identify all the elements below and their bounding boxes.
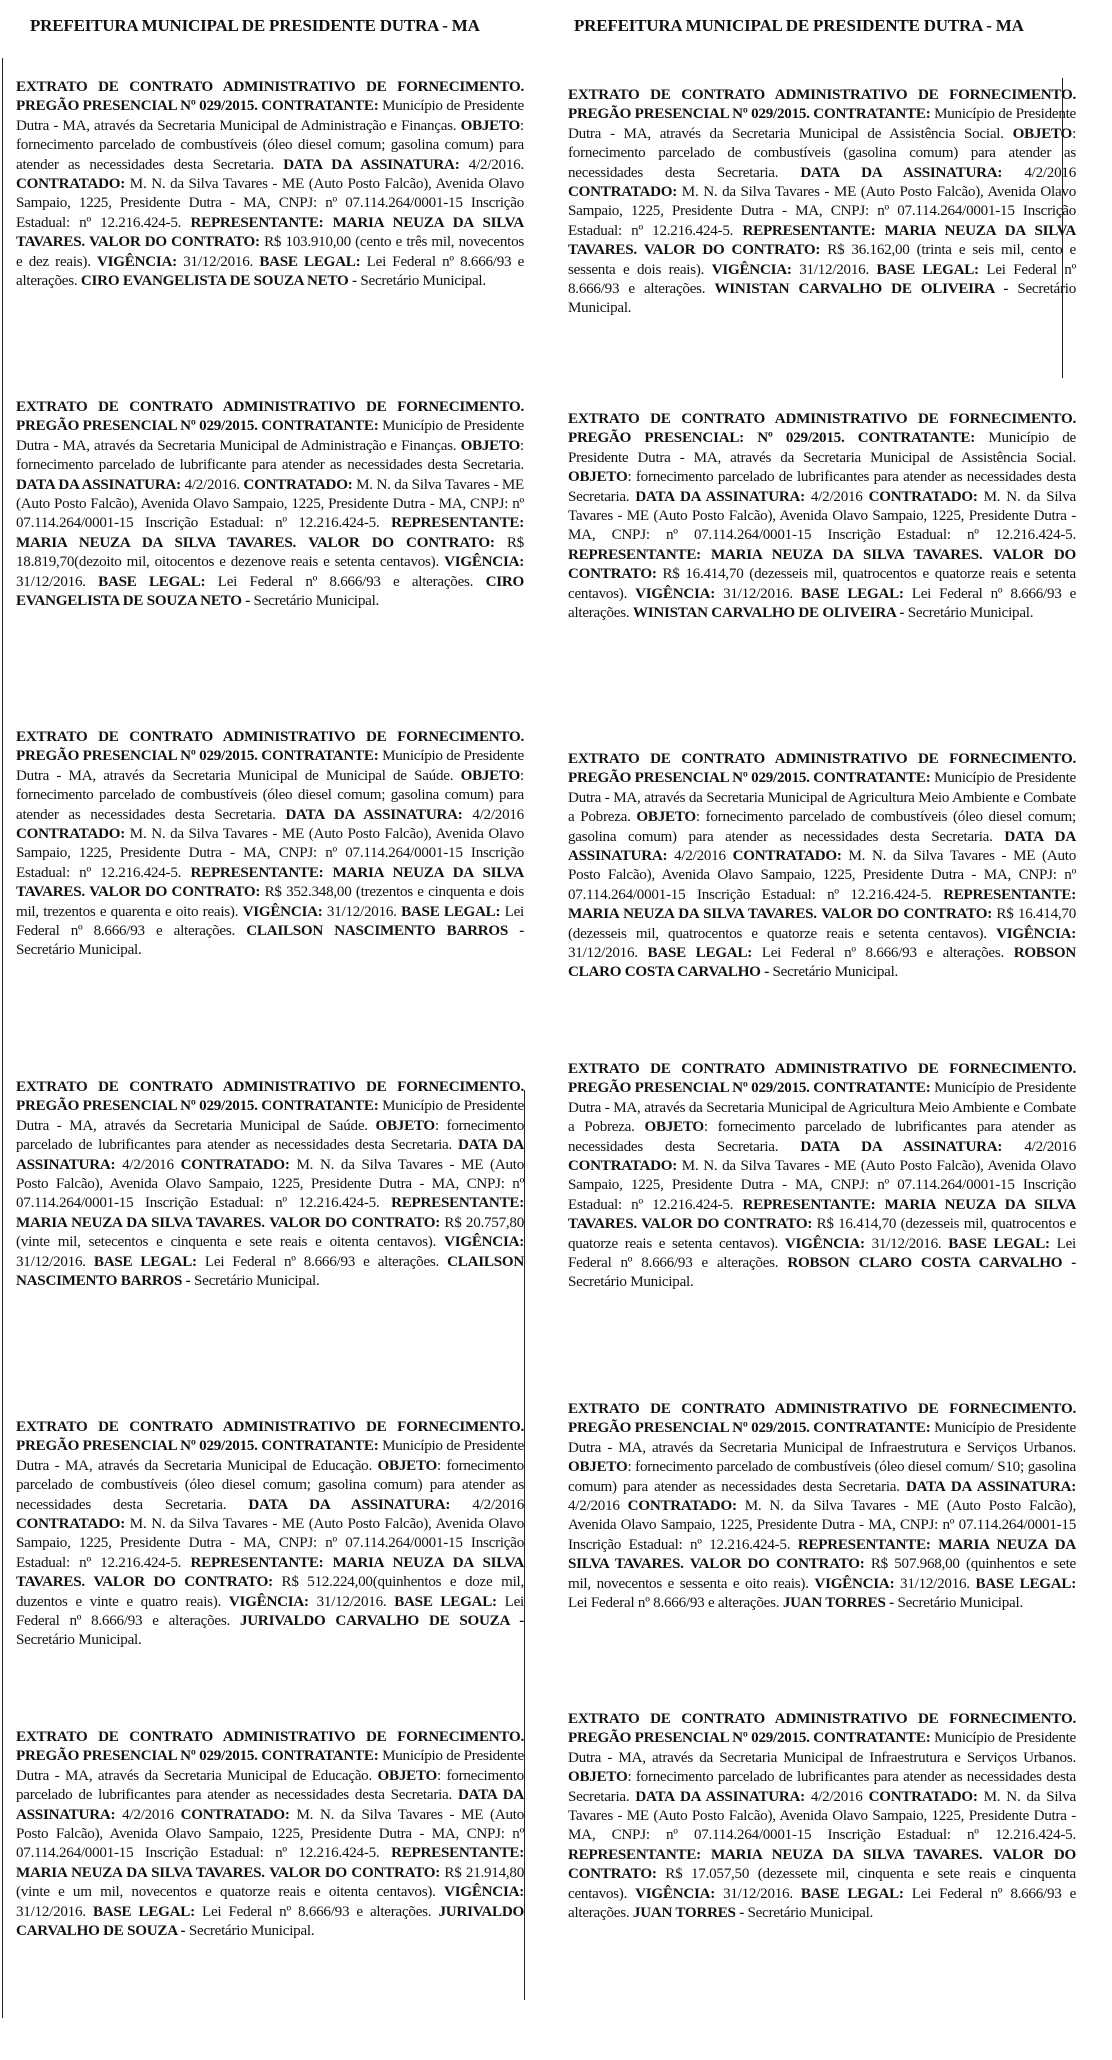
contratado-label: CONTRATADO: <box>16 826 126 843</box>
contratado-text: M. N. da Silva Tavares - ME (Auto Posto Falcão), Avenida Olavo Sampaio, 1225, Presidente Dutra - MA, CNPJ: nº 07.114.264/0001-15 Inscrição Estadual: nº 12.216.424-5. <box>16 1516 524 1571</box>
secretario-role: Secretário Municipal. <box>16 942 142 959</box>
data-label: DATA DA ASSINATURA: <box>248 1496 451 1513</box>
vigencia-text: 31/12/2016. <box>723 1885 793 1902</box>
contratado-label: CONTRATADO: <box>627 1498 737 1515</box>
vigencia-text: 31/12/2016. <box>16 573 86 590</box>
secretario-name: JUAN TORRES - <box>632 1905 744 1922</box>
representante-label: REPRESENTANTE: MARIA NEUZA DA SILVA TAVARES. <box>16 515 524 551</box>
base-legal-text: Lei Federal nº 8.666/93 e alterações. <box>568 1595 780 1612</box>
contratante-text: Município de Presidente Dutra - MA, através da Secretaria Municipal de Administração e Finanças. <box>16 98 525 134</box>
vigencia-label: VIGÊNCIA: <box>444 1234 525 1251</box>
representante-label: REPRESENTANTE: MARIA NEUZA DA SILVA TAVARES. <box>16 864 524 901</box>
vigencia-text: 31/12/2016. <box>316 1593 387 1610</box>
representante-label: REPRESENTANTE: MARIA NEUZA DA SILVA TAVARES. <box>16 1845 524 1881</box>
valor-text: R$ 36.162,00 (trinta e seis mil, cento e sessenta e dois reais). <box>568 242 1076 278</box>
vigencia-text: 31/12/2016. <box>326 903 397 920</box>
objeto-text: : fornecimento parcelado de lubrificantes para atender as necessidades desta Secretaria. <box>568 469 1076 505</box>
contratado-label: CONTRATADO: <box>16 1516 126 1533</box>
secretario-name: CIRO EVANGELISTA DE SOUZA NETO - <box>80 273 357 290</box>
vigencia-text: 31/12/2016. <box>871 1235 942 1252</box>
contratado-text: M. N. da Silva Tavares - ME (Auto Posto Falcão), Avenida Olavo Sampaio, 1225, Presidente Dutra - MA, CNPJ: nº 07.114.264/0001-15 Inscrição Estadual: nº 12.216.424-5. <box>16 476 525 532</box>
contratado-text: M. N. da Silva Tavares - ME (Auto Posto Falcão), Avenida Olavo Sampaio, 1225, Presidente Dutra - MA, CNPJ: nº 07.114.264/0001-15 Inscrição Estadual: nº 12.216.424-5. <box>568 1788 1076 1844</box>
contract-extract <box>568 410 1076 623</box>
contract-extract <box>16 728 524 961</box>
contratante-label: CONTRATANTE: <box>813 106 931 123</box>
contratante-label: CONTRATANTE: <box>261 1748 379 1765</box>
data-text: 4/2/2016. <box>184 476 240 493</box>
data-text: 4/2/2016 <box>810 488 863 505</box>
data-text: 4/2/2016 <box>472 806 524 823</box>
base-legal-text: Lei Federal nº 8.666/93 e alterações. <box>16 253 525 290</box>
contratante-label: CONTRATANTE: <box>857 430 975 447</box>
objeto-text: : fornecimento parcelado de combustíveis (óleo diesel comum; gasolina comum) para atender as necessidades desta Secretaria. <box>16 767 524 823</box>
secretario-role: Secretário Municipal. <box>188 1923 315 1940</box>
contratante-label: CONTRATANTE: <box>261 1438 379 1455</box>
extract-title: EXTRATO DE CONTRATO ADMINISTRATIVO DE FORNECIMENTO. PREGÃO PRESENCIAL Nº 029/2015. <box>16 79 524 115</box>
vigencia-label: VIGÊNCIA: <box>444 1884 524 1901</box>
secretario-role: Secretário Municipal. <box>253 593 380 610</box>
objeto-label: OBJETO <box>377 1457 438 1474</box>
objeto-label: OBJETO <box>568 1459 628 1476</box>
data-text: 4/2/2016 <box>810 1788 863 1805</box>
vigencia-label: VIGÊNCIA: <box>996 925 1076 942</box>
valor-label: VALOR DO CONTRATO: <box>641 1216 813 1233</box>
base-legal-text: Lei Federal nº 8.666/93 e alterações. <box>16 903 524 940</box>
vigencia-text: 31/12/2016. <box>799 261 869 278</box>
contratante-label: CONTRATANTE: <box>261 748 379 765</box>
valor-label: VALOR DO CONTRATO: <box>89 884 261 901</box>
data-text: 4/2/2016 <box>568 1498 620 1515</box>
secretario-role: Secretário Municipal. <box>360 273 486 290</box>
objeto-label: OBJETO <box>636 809 696 826</box>
objeto-label: OBJETO <box>377 1767 438 1784</box>
secretario-name: JURIVALDO CARVALHO DE SOUZA - <box>16 1903 525 1940</box>
contratante-text: Município de Presidente Dutra - MA, através da Secretaria Municipal de Administração e Finanças. <box>16 418 525 454</box>
contratado-text: M. N. da Silva Tavares - ME (Auto Posto Falcão), Avenida Olavo Sampaio, 1225, Presidente Dutra - MA, CNPJ: nº 07.114.264/0001-15 Inscrição Estadual: nº 12.216.424-5. <box>568 1498 1076 1553</box>
objeto-text: : fornecimento parcelado de combustíveis (óleo diesel comum; gasolina comum) para atender as necessidades desta Secretaria. <box>16 117 524 173</box>
representante-label: REPRESENTANTE: MARIA NEUZA DA SILVA TAVARES. <box>568 1846 983 1863</box>
base-legal-label: BASE LEGAL: <box>259 253 361 270</box>
valor-label: VALOR DO CONTRATO: <box>89 234 260 251</box>
contratado-label: CONTRATADO: <box>868 488 978 505</box>
representante-label: REPRESENTANTE: MARIA NEUZA DA SILVA TAVARES. <box>568 222 1076 259</box>
base-legal-label: BASE LEGAL: <box>401 903 501 920</box>
base-legal-label: BASE LEGAL: <box>647 945 753 962</box>
representante-label: REPRESENTANTE: MARIA NEUZA DA SILVA TAVARES. <box>568 1536 1076 1573</box>
secretario-name: JUAN TORRES - <box>782 1595 894 1612</box>
vigencia-label: VIGÊNCIA: <box>228 1593 309 1610</box>
contratante-label: CONTRATANTE: <box>813 1730 931 1747</box>
base-legal-label: BASE LEGAL: <box>98 573 206 590</box>
vigencia-text: 31/12/2016. <box>16 1903 86 1920</box>
contract-extract <box>568 1710 1076 1923</box>
representante-label: REPRESENTANTE: MARIA NEUZA DA SILVA TAVARES. <box>568 546 983 563</box>
contratado-text: M. N. da Silva Tavares - ME (Auto Posto Falcão), Avenida Olavo Sampaio, 1225, Presidente Dutra - MA, CNPJ: nº 07.114.264/0001-15 Inscrição Estadual: nº 12.216.424-5. <box>16 1806 525 1862</box>
contratante-text: Município de Presidente Dutra - MA, através da Secretaria Municipal de Assistência Social. <box>568 106 1077 142</box>
extract-title: EXTRATO DE CONTRATO ADMINISTRATIVO DE FORNECIMENTO. PREGÃO PRESENCIAL Nº 029/2015. <box>16 399 524 435</box>
base-legal-text: Lei Federal nº 8.666/93 e alterações. <box>217 573 474 590</box>
objeto-label: OBJETO <box>375 1117 435 1134</box>
contratado-label: CONTRATADO: <box>180 1156 290 1173</box>
contratante-text: Município de Presidente Dutra - MA, através da Secretaria Municipal de Municipal de Saúde. <box>16 748 525 784</box>
vigencia-text: 31/12/2016. <box>723 585 793 602</box>
extract-title: EXTRATO DE CONTRATO ADMINISTRATIVO DE FORNECIMENTO. PREGÃO PRESENCIAL Nº 029/2015. <box>16 1419 524 1455</box>
secretario-name: CLAILSON NASCIMENTO BARROS - <box>246 923 524 940</box>
vigencia-label: VIGÊNCIA: <box>784 1235 865 1252</box>
contratado-text: M. N. da Silva Tavares - ME (Auto Posto Falcão), Avenida Olavo Sampaio, 1225, Presidente Dutra - MA, CNPJ: nº 07.114.264/0001-15 Inscrição Estadual: nº 12.216.424-5. <box>568 184 1076 239</box>
secretario-role: Secretário Municipal. <box>568 1274 694 1291</box>
vigencia-label: VIGÊNCIA: <box>444 554 524 571</box>
valor-text: R$ 18.819,70(dezoito mil, oitocentos e dezenove reais e setenta centavos). <box>16 534 524 571</box>
base-legal-text: Lei Federal nº 8.666/93 e alterações. <box>204 1253 440 1270</box>
objeto-text: : fornecimento parcelado de lubrificantes para atender as necessidades desta Secretaria. <box>568 1119 1077 1155</box>
base-legal-label: BASE LEGAL: <box>975 1575 1077 1592</box>
valor-text: R$ 17.057,50 (dezessete mil, cinquenta e sete reais e cinquenta centavos). <box>568 1866 1076 1902</box>
contratado-text: M. N. da Silva Tavares - ME (Auto Posto Falcão), Avenida Olavo Sampaio, 1225, Presidente Dutra - MA, CNPJ: nº 07.114.264/0001-15 Inscrição Estadual: nº 12.216.424-5. <box>568 1158 1076 1213</box>
data-text: 4/2/2016 <box>1024 164 1076 181</box>
valor-text: R$ 352.348,00 (trezentos e cinquenta e dois mil, trezentos e quarenta e oito reais). <box>16 884 524 920</box>
contratante-text: Município de Presidente Dutra - MA, através da Secretaria Municipal de Educação. <box>16 1438 525 1474</box>
secretario-role: Secretário Municipal. <box>16 1632 142 1649</box>
base-legal-label: BASE LEGAL: <box>93 1253 197 1270</box>
data-text: 4/2/2016 <box>122 1806 174 1823</box>
objeto-text: : fornecimento parcelado de combustíveis (óleo diesel comum; gasolina comum) para atender as necessidades desta Secretaria. <box>16 1457 524 1513</box>
contratado-label: CONTRATADO: <box>568 1158 678 1175</box>
objeto-text: : fornecimento parcelado de combustíveis (gasolina comum) para atender as necessidades desta Secretaria. <box>568 125 1077 181</box>
valor-text: R$ 512.224,00(quinhentos e doze mil, duzentos e vinte e quatro reais). <box>16 1574 524 1610</box>
contratado-label: CONTRATADO: <box>16 176 126 193</box>
contract-extract <box>568 1400 1076 1613</box>
vigencia-text: 31/12/2016. <box>900 1575 970 1592</box>
base-legal-label: BASE LEGAL: <box>394 1593 497 1610</box>
extract-title: EXTRATO DE CONTRATO ADMINISTRATIVO DE FORNECIMENTO. PREGÃO PRESENCIAL Nº 029/2015. <box>568 1711 1076 1747</box>
data-text: 4/2/2016 <box>472 1496 524 1513</box>
vigencia-text: 31/12/2016. <box>16 1253 86 1270</box>
base-legal-text: Lei Federal nº 8.666/93 e alterações. <box>568 1235 1076 1272</box>
vigencia-label: VIGÊNCIA: <box>635 585 716 602</box>
representante-label: REPRESENTANTE: MARIA NEUZA DA SILVA TAVARES. <box>568 886 1076 923</box>
secretario-role: Secretário Municipal. <box>772 964 899 981</box>
objeto-label: OBJETO <box>460 117 521 134</box>
valor-text: R$ 20.757,80 (vinte mil, setecentos e cinquenta e sete reais e oitenta centavos). <box>16 1214 525 1251</box>
contract-extract <box>16 1728 524 1941</box>
contratante-text: Município de Presidente Dutra - MA, através da Secretaria Municipal de Agricultura Meio Ambiente e Combate a Pobreza. <box>568 770 1077 826</box>
secretario-name: WINISTAN CARVALHO DE OLIVEIRA - <box>714 281 1009 298</box>
column-rule-left <box>2 58 3 2018</box>
contratante-label: CONTRATANTE: <box>261 418 379 435</box>
contratante-label: CONTRATANTE: <box>813 770 931 787</box>
contratado-label: CONTRATADO: <box>568 184 678 201</box>
vigencia-text: 31/12/2016. <box>183 253 254 270</box>
valor-label: VALOR DO CONTRATO: <box>269 1864 441 1881</box>
contratante-text: Município de Presidente Dutra - MA, através da Secretaria Municipal de Saúde. <box>16 1098 525 1134</box>
extract-title: EXTRATO DE CONTRATO ADMINISTRATIVO DE FORNECIMENTO. PREGÃO PRESENCIAL Nº 029/2015. <box>568 87 1076 123</box>
base-legal-text: Lei Federal nº 8.666/93 e alterações. <box>16 1593 524 1630</box>
contratado-text: M. N. da Silva Tavares - ME (Auto Posto Falcão), Avenida Olavo Sampaio, 1225, Presidente Dutra - MA, CNPJ: nº 07.114.264/0001-15 Inscrição Estadual: nº 12.216.424-5. <box>16 176 524 231</box>
secretario-name: ROBSON CLARO COSTA CARVALHO - <box>787 1255 1076 1272</box>
extract-title: EXTRATO DE CONTRATO ADMINISTRATIVO DE FORNECIMENTO. PREGÃO PRESENCIAL Nº 029/2015. <box>568 1061 1076 1097</box>
representante-label: REPRESENTANTE: MARIA NEUZA DA SILVA TAVARES. <box>16 214 524 251</box>
valor-text: R$ 16.414,70 (dezesseis mil, quatrocentos e quatorze reais e setenta centavos). <box>568 566 1076 602</box>
objeto-text: : fornecimento parcelado de lubrificante para atender as necessidades desta Secretaria. <box>16 437 524 474</box>
data-text: 4/2/2016 <box>122 1156 174 1173</box>
valor-label: VALOR DO CONTRATO: <box>568 546 1076 583</box>
extract-title: EXTRATO DE CONTRATO ADMINISTRATIVO DE FORNECIMENTO. PREGÃO PRESENCIAL Nº 029/2015. <box>16 1729 524 1765</box>
representante-label: REPRESENTANTE: MARIA NEUZA DA SILVA TAVARES. <box>16 1195 524 1231</box>
secretario-name: ROBSON CLARO COSTA CARVALHO - <box>568 945 1076 981</box>
objeto-label: OBJETO <box>460 767 521 784</box>
objeto-text: : fornecimento parcelado de lubrificantes para atender as necessidades desta Secretaria. <box>16 1117 525 1154</box>
contratado-label: CONTRATADO: <box>732 848 842 865</box>
vigencia-label: VIGÊNCIA: <box>814 1575 895 1592</box>
contratado-text: M. N. da Silva Tavares - ME (Auto Posto Falcão), Avenida Olavo Sampaio, 1225, Presidente Dutra - MA, CNPJ: nº 07.114.264/0001-15 Inscrição Estadual: nº 12.216.424-5. <box>568 488 1076 544</box>
contract-extract <box>16 398 524 611</box>
base-legal-text: Lei Federal nº 8.666/93 e alterações. <box>761 945 1005 962</box>
secretario-name: WINISTAN CARVALHO DE OLIVEIRA - <box>632 605 905 622</box>
contratante-text: Município de Presidente Dutra - MA, através da Secretaria Municipal de Agricultura Meio Ambiente e Combate a Pobreza. <box>568 1080 1077 1136</box>
data-label: DATA DA ASSINATURA: <box>568 828 1076 865</box>
column-rule-middle <box>524 1090 525 2000</box>
secretario-role: Secretário Municipal. <box>907 605 1034 622</box>
contract-extract <box>568 1060 1076 1293</box>
contratante-text: Município de Presidente Dutra - MA, através da Secretaria Municipal de Assistência Social. <box>568 430 1076 466</box>
extract-title: EXTRATO DE CONTRATO ADMINISTRATIVO DE FORNECIMENTO. PREGÃO PRESENCIAL Nº 029/2015. <box>568 751 1076 787</box>
base-legal-text: Lei Federal nº 8.666/93 e alterações. <box>202 1903 432 1920</box>
secretario-name: JURIVALDO CARVALHO DE SOUZA - <box>239 1613 524 1630</box>
data-text: 4/2/2016 <box>1024 1138 1076 1155</box>
valor-text: R$ 103.910,00 (cento e três mil, novecentos e dez reais). <box>16 234 524 270</box>
data-label: DATA DA ASSINATURA: <box>16 1787 524 1823</box>
base-legal-label: BASE LEGAL: <box>948 1235 1050 1252</box>
contratado-label: CONTRATADO: <box>868 1788 978 1805</box>
contratado-label: CONTRATADO: <box>243 476 353 493</box>
contratado-text: M. N. da Silva Tavares - ME (Auto Posto Falcão), Avenida Olavo Sampaio, 1225, Presidente Dutra - MA, CNPJ: nº 07.114.264/0001-15 Inscrição Estadual: nº 12.216.424-5. <box>16 826 524 881</box>
contract-extract <box>16 1418 524 1651</box>
contratante-text: Município de Presidente Dutra - MA, através da Secretaria Municipal de Educação. <box>16 1748 525 1784</box>
contract-extract <box>568 750 1076 983</box>
vigencia-label: VIGÊNCIA: <box>635 1885 716 1902</box>
objeto-label: OBJETO <box>568 1769 628 1786</box>
extract-title: EXTRATO DE CONTRATO ADMINISTRATIVO DE FORNECIMENTO. PREGÃO PRESENCIAL Nº 029/2015. <box>16 1079 524 1115</box>
contratante-text: Município de Presidente Dutra - MA, através da Secretaria Municipal de Infraestrutura e Serviços Urbanos. <box>568 1730 1077 1766</box>
extract-title: EXTRATO DE CONTRATO ADMINISTRATIVO DE FORNECIMENTO. PREGÃO PRESENCIAL: Nº 029/2015. <box>568 411 1076 447</box>
contratado-label: CONTRATADO: <box>180 1806 290 1823</box>
secretario-role: Secretário Municipal. <box>193 1273 320 1290</box>
contratado-text: M. N. da Silva Tavares - ME (Auto Posto Falcão), Avenida Olavo Sampaio, 1225, Presidente Dutra - MA, CNPJ: nº 07.114.264/0001-15 Inscrição Estadual: nº 12.216.424-5. <box>16 1156 525 1212</box>
valor-label: VALOR DO CONTRATO: <box>308 534 495 551</box>
data-label: DATA DA ASSINATURA: <box>800 1138 1003 1155</box>
base-legal-text: Lei Federal nº 8.666/93 e alterações. <box>568 585 1077 622</box>
secretario-role: Secretário Municipal. <box>568 281 1076 317</box>
secretario-role: Secretário Municipal. <box>897 1595 1023 1612</box>
page-header-right: PREFEITURA MUNICIPAL DE PRESIDENTE DUTRA - MA <box>574 16 1024 35</box>
valor-label: VALOR DO CONTRATO: <box>93 1574 273 1591</box>
data-label: DATA DA ASSINATURA: <box>16 1137 524 1173</box>
valor-text: R$ 21.914,80 (vinte e um mil, novecentos e quatorze reais e oitenta centavos). <box>16 1864 525 1901</box>
valor-text: R$ 16.414,70 (dezesseis mil, quatrocentos e quatorze reais e setenta centavos). <box>568 1216 1076 1252</box>
contratante-label: CONTRATANTE: <box>813 1080 931 1097</box>
base-legal-label: BASE LEGAL: <box>800 1885 904 1902</box>
vigencia-text: 31/12/2016. <box>568 945 638 962</box>
data-label: DATA DA ASSINATURA: <box>285 806 463 823</box>
data-label: DATA DA ASSINATURA: <box>800 164 1003 181</box>
valor-label: VALOR DO CONTRATO: <box>643 242 821 259</box>
contratado-text: M. N. da Silva Tavares - ME (Auto Posto Falcão), Avenida Olavo Sampaio, 1225, Presidente Dutra - MA, CNPJ: nº 07.114.264/0001-15 Inscrição Estadual: nº 12.216.424-5. <box>568 848 1077 903</box>
data-text: 4/2/2016 <box>674 848 726 865</box>
objeto-label: OBJETO <box>568 469 628 486</box>
extract-title: EXTRATO DE CONTRATO ADMINISTRATIVO DE FORNECIMENTO. PREGÃO PRESENCIAL Nº 029/2015. <box>16 729 524 765</box>
objeto-text: : fornecimento parcelado de lubrificantes para atender as necessidades desta Secretaria. <box>16 1767 524 1804</box>
valor-label: VALOR DO CONTRATO: <box>568 1846 1076 1883</box>
contract-extract <box>568 86 1076 319</box>
objeto-label: OBJETO <box>644 1119 704 1136</box>
data-label: DATA DA ASSINATURA: <box>635 1788 805 1805</box>
base-legal-text: Lei Federal nº 8.666/93 e alterações. <box>568 1885 1077 1922</box>
contratante-text: Município de Presidente Dutra - MA, através da Secretaria Municipal de Infraestrutura e Serviços Urbanos. <box>568 1420 1077 1456</box>
contratante-label: CONTRATANTE: <box>261 98 379 115</box>
representante-label: REPRESENTANTE: MARIA NEUZA DA SILVA TAVARES. <box>16 1554 524 1591</box>
data-text: 4/2/2016. <box>468 156 524 173</box>
page-header-left: PREFEITURA MUNICIPAL DE PRESIDENTE DUTRA - MA <box>30 16 480 35</box>
secretario-role: Secretário Municipal. <box>747 1905 874 1922</box>
vigencia-label: VIGÊNCIA: <box>242 903 323 920</box>
objeto-text: : fornecimento parcelado de combustíveis (óleo diesel comum/ S10; gasolina comum) para atender as necessidades desta Secretaria. <box>568 1459 1076 1495</box>
vigencia-label: VIGÊNCIA: <box>97 253 177 270</box>
valor-label: VALOR DO CONTRATO: <box>689 1556 865 1573</box>
base-legal-text: Lei Federal nº 8.666/93 e alterações. <box>568 261 1077 298</box>
valor-label: VALOR DO CONTRATO: <box>269 1214 441 1231</box>
secretario-name: CIRO EVANGELISTA DE SOUZA NETO - <box>16 573 524 610</box>
data-label: DATA DA ASSINATURA: <box>635 488 805 505</box>
data-label: DATA DA ASSINATURA: <box>283 156 460 173</box>
contract-extract <box>16 78 524 291</box>
data-label: DATA DA ASSINATURA: <box>905 1478 1076 1495</box>
base-legal-label: BASE LEGAL: <box>800 585 904 602</box>
base-legal-label: BASE LEGAL: <box>92 1903 195 1920</box>
base-legal-label: BASE LEGAL: <box>876 261 979 278</box>
contratante-label: CONTRATANTE: <box>813 1420 931 1437</box>
contratante-label: CONTRATANTE: <box>261 1098 379 1115</box>
secretario-name: CLAILSON NASCIMENTO BARROS - <box>16 1253 525 1290</box>
objeto-text: : fornecimento parcelado de lubrificantes para atender as necessidades desta Secretaria. <box>568 1769 1076 1805</box>
representante-label: REPRESENTANTE: MARIA NEUZA DA SILVA TAVARES. <box>568 1196 1076 1233</box>
valor-text: R$ 507.968,00 (quinhentos e sete mil, novecentos e sessenta e oito reais). <box>568 1556 1076 1592</box>
objeto-label: OBJETO <box>460 437 521 454</box>
valor-label: VALOR DO CONTRATO: <box>821 906 993 923</box>
data-label: DATA DA ASSINATURA: <box>16 476 181 493</box>
extract-title: EXTRATO DE CONTRATO ADMINISTRATIVO DE FORNECIMENTO. PREGÃO PRESENCIAL Nº 029/2015. <box>568 1401 1076 1437</box>
objeto-label: OBJETO <box>1012 125 1073 142</box>
vigencia-label: VIGÊNCIA: <box>711 261 792 278</box>
objeto-text: : fornecimento parcelado de combustíveis (óleo diesel comum; gasolina comum) para atender as necessidades desta Secretaria. <box>568 809 1076 845</box>
valor-text: R$ 16.414,70 (dezesseis mil, quatrocentos e quatorze reais e setenta centavos). <box>568 906 1077 942</box>
contract-extract <box>16 1078 524 1291</box>
